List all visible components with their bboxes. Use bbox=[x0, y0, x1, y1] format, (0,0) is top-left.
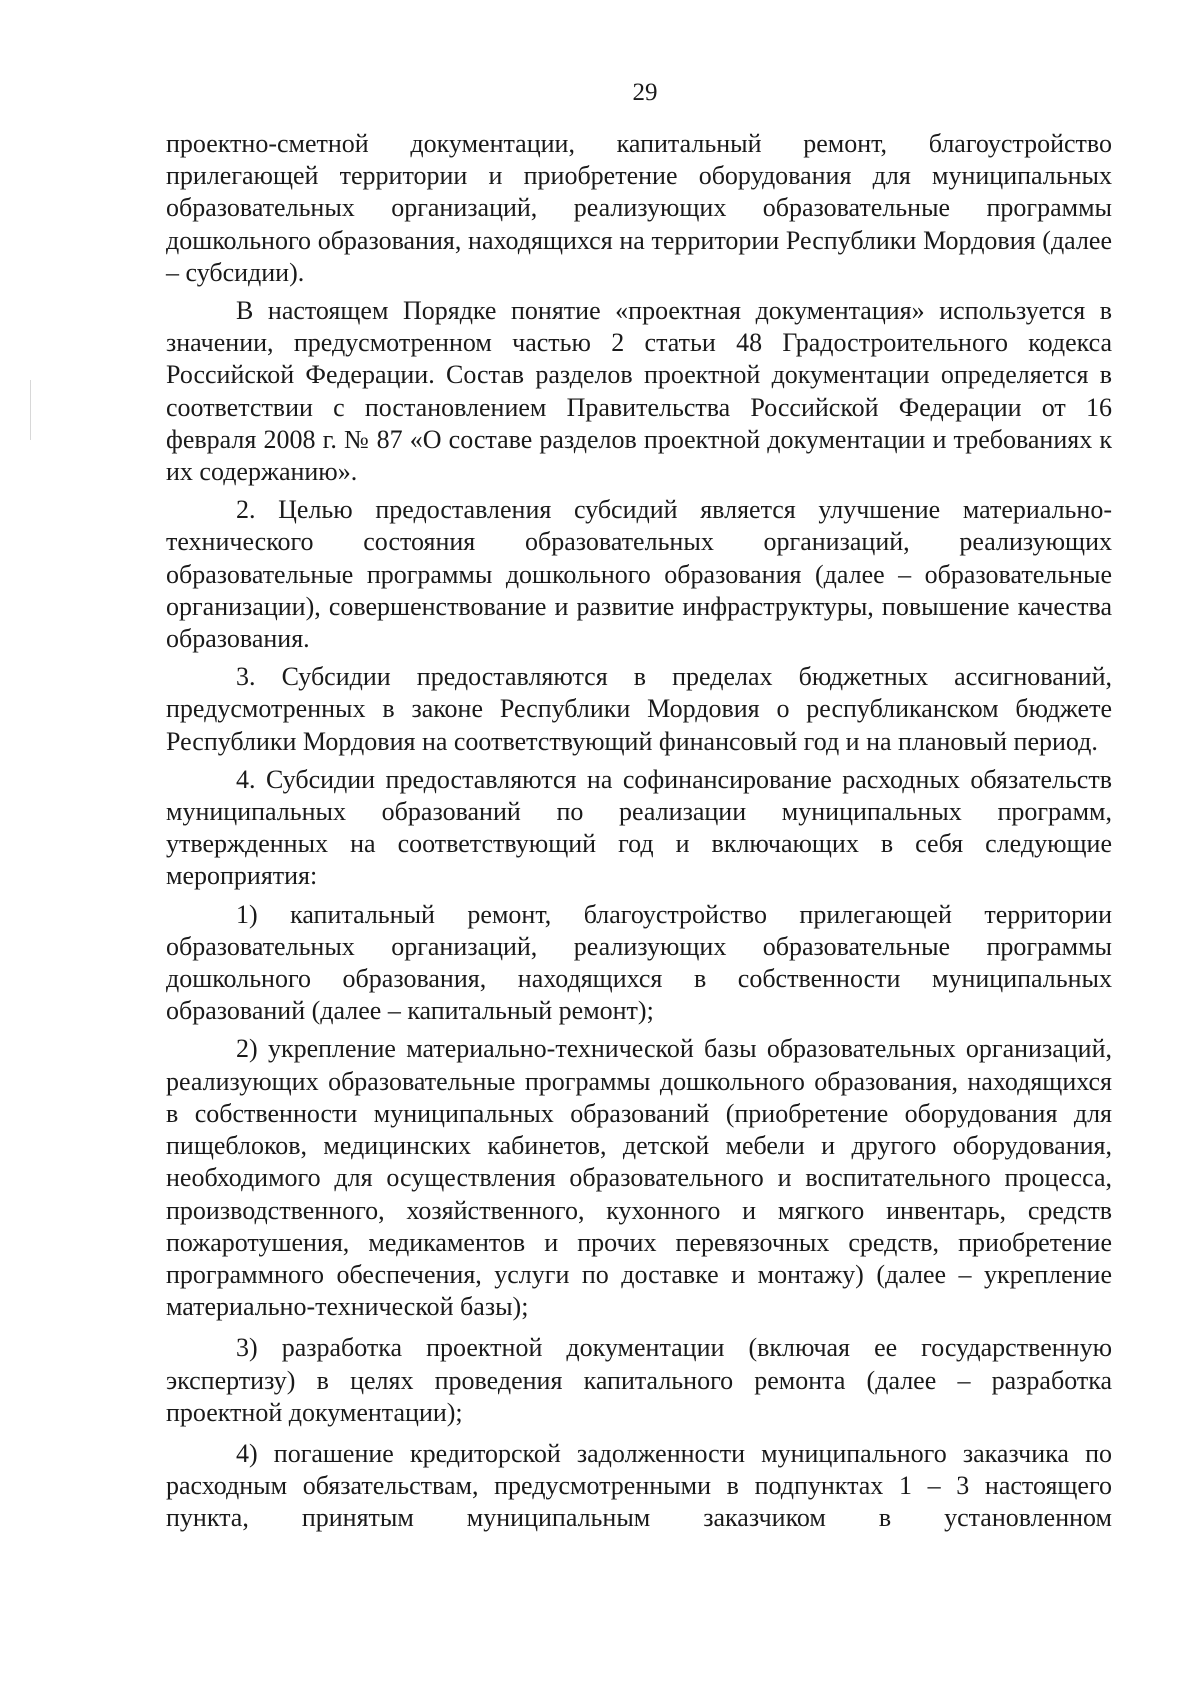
subitem-4: 4) погашение кредиторской задолженности муниципального заказчика по расходным обязательствам, предусмотренными в подпунктах 1 – 3 настоящего пункта, принятым муниципальным заказчиком в установленном bbox=[166, 1438, 1112, 1533]
subitem-2: 2) укрепление материально-технической базы образовательных организаций, реализующих образовательные программы дошкольного образования, находящихся в собственности муниципальных образований (приобретение оборудования для пищеблоков, медицинских кабинетов, детской мебели и другого оборудования, необходимого для осуществления образовательного и воспитательного процесса, производственного, хозяйственного, кухонного и мягкого инвентарь, средств пожаротушения, медикаментов и прочих перевязочных средств, приобретение программного обеспечения, услуги по доставке и монтажу) (далее – укрепление материально-технической базы); bbox=[166, 1034, 1112, 1322]
page-number: 29 bbox=[632, 79, 658, 106]
paragraph-definition: В настоящем Порядке понятие «проектная документация» используется в значении, предусмотренном частью 2 статьи 48 Градостроительного кодекса Российской Федерации. Состав разделов проектной документации определяется в соответствии с постановлением Правительства Российской Федерации от 16 февраля 2008 г. № 87 «О составе разделов проектной документации и требованиях к их содержанию». bbox=[166, 296, 1112, 487]
paragraph-item-3: 3. Субсидии предоставляются в пределах бюджетных ассигнований, предусмотренных в законе Республики Мордовия о республиканском бюджете Республики Мордовия на соответствующий финансовый год и на плановый период. bbox=[166, 662, 1112, 756]
paragraph-item-2: 2. Целью предоставления субсидий является улучшение материально-технического состояния образовательных организаций, реализующих образовательные программы дошкольного образования (далее – образовательные организации), совершенствование и развитие инфраструктуры, повышение качества образования. bbox=[166, 495, 1112, 654]
paragraph-item-4: 4. Субсидии предоставляются на софинансирование расходных обязательств муниципальных образований по реализации муниципальных программ, утвержденных на соответствующий год и включающих в себя следующие мероприятия: bbox=[166, 764, 1112, 891]
paragraph-continuation: проектно-сметной документации, капитальный ремонт, благоустройство прилегающей территории и приобретение оборудования для муниципальных образовательных организаций, реализующих образовательные программы дошкольного образования, находящихся на территории Республики Мордовия (далее – субсидии). bbox=[166, 129, 1112, 287]
subitem-3: 3) разработка проектной документации (включая ее государственную экспертизу) в целях проведения капитального ремонта (далее – разработка проектной документации); bbox=[166, 1333, 1112, 1427]
document-body bbox=[166, 128, 1112, 1535]
subitem-1: 1) капитальный ремонт, благоустройство прилегающей территории образовательных организаций, реализующих образовательные программы дошкольного образования, находящихся в собственности муниципальных образований (далее – капитальный ремонт); bbox=[166, 899, 1112, 1026]
scan-edge-mark bbox=[30, 380, 31, 440]
